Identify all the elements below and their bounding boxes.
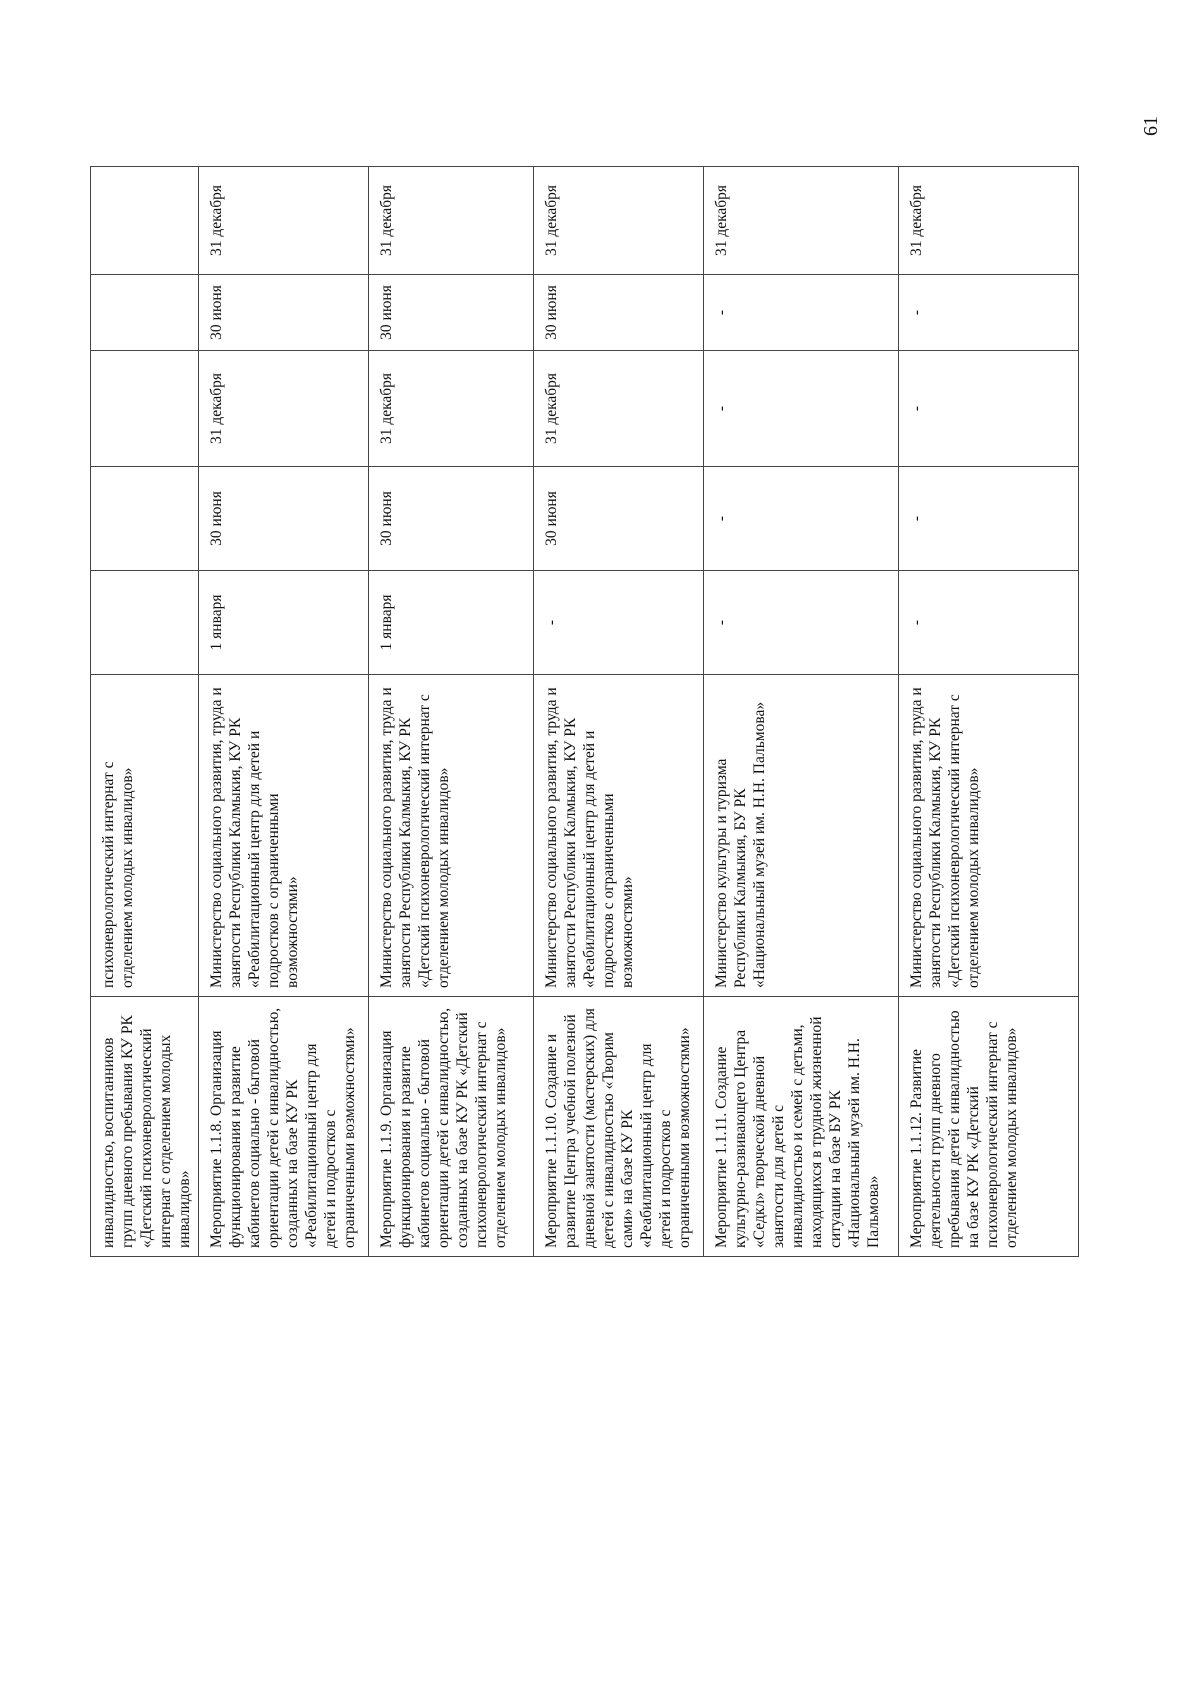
date-cell: 30 июня <box>199 275 369 351</box>
date-cell: - <box>704 571 899 675</box>
measure-cell: инвалидностью, воспитанников групп дневного пребывания КУ РК «Детский психоневрологический интернат с отделением молодых инвалидов» <box>91 997 199 1257</box>
measure-cell: Мероприятие 1.1.10. Создание и развитие Центра учебной полезной дневной занятости (мастерских) для детей с инвалидностью «Творим сами» на базе КУ РК «Реабилитационный центр для детей и подростков с ограниченными возможностями» <box>534 997 704 1257</box>
date-cell: - <box>704 351 899 467</box>
events-table <box>90 166 1079 1257</box>
executor-cell: Министерство социального развития, труда и занятости Республики Калмыкия, КУ РК «Детский психоневрологический интернат с отделением молодых инвалидов» <box>899 675 1079 997</box>
date-cell: - <box>899 467 1079 571</box>
date-cell: 31 декабря <box>199 351 369 467</box>
date-cell: 31 декабря <box>199 167 369 275</box>
executor-cell: Министерство социального развития, труда и занятости Республики Калмыкия, КУ РК «Детский психоневрологический интернат с отделением молодых инвалидов» <box>369 675 534 997</box>
date-cell: 31 декабря <box>369 351 534 467</box>
date-cell: 30 июня <box>369 467 534 571</box>
date-cell <box>91 571 199 675</box>
executor-cell: Министерство социального развития, труда и занятости Республики Калмыкия, КУ РК «Реабилитационный центр для детей и подростков с ограниченными возможностями» <box>534 675 704 997</box>
date-cell: - <box>534 571 704 675</box>
table-row <box>199 167 369 1257</box>
date-cell: 31 декабря <box>369 167 534 275</box>
date-cell: 31 декабря <box>899 167 1079 275</box>
measure-cell: Мероприятие 1.1.9. Организация функционирования и развитие кабинетов социально - бытовой ориентации детей с инвалидностью, созданных на базе КУ РК «Детский психоневрологический интернат с отделением молодых инвалидов» <box>369 997 534 1257</box>
date-cell: - <box>704 275 899 351</box>
measure-cell: Мероприятие 1.1.11. Создание культурно-развивающего Центра «Седкл» творческой дневной занятости для детей с инвалидностью и семей с детьми, находящихся в трудной жизненной ситуации на базе БУ РК «Национальный музей им. Н.Н. Пальмова» <box>704 997 899 1257</box>
table-row <box>704 167 899 1257</box>
page-number: 61 <box>1140 116 1162 136</box>
date-cell: - <box>899 351 1079 467</box>
measure-cell: Мероприятие 1.1.12. Развитие деятельности групп дневного пребывания детей с инвалидностью на базе КУ РК «Детский психоневрологический интернат с отделением молодых инвалидов» <box>899 997 1079 1257</box>
executor-cell: психоневрологический интернат с отделением молодых инвалидов» <box>91 675 199 997</box>
date-cell: 30 июня <box>199 467 369 571</box>
date-cell: 30 июня <box>534 467 704 571</box>
rotated-table-container <box>90 167 1070 1257</box>
date-cell: 31 декабря <box>534 167 704 275</box>
date-cell: - <box>899 571 1079 675</box>
date-cell <box>91 467 199 571</box>
measure-cell: Мероприятие 1.1.8. Организация функционирования и развитие кабинетов социально - бытовой ориентации детей с инвалидностью, созданных на базе КУ РК «Реабилитационный центр для детей и подростков с ограниченными возможностями» <box>199 997 369 1257</box>
date-cell <box>91 351 199 467</box>
date-cell: 1 января <box>369 571 534 675</box>
date-cell: 30 июня <box>534 275 704 351</box>
date-cell <box>91 167 199 275</box>
date-cell: 1 января <box>199 571 369 675</box>
table-row <box>899 167 1079 1257</box>
table-row <box>91 167 199 1257</box>
date-cell: - <box>899 275 1079 351</box>
table-row <box>534 167 704 1257</box>
executor-cell: Министерство культуры и туризма Республики Калмыкия, БУ РК «Национальный музей им. Н.Н. Пальмова» <box>704 675 899 997</box>
date-cell: 30 июня <box>369 275 534 351</box>
table-row <box>369 167 534 1257</box>
date-cell: - <box>704 467 899 571</box>
date-cell: 31 декабря <box>534 351 704 467</box>
executor-cell: Министерство социального развития, труда и занятости Республики Калмыкия, КУ РК «Реабилитационный центр для детей и подростков с ограниченными возможностями» <box>199 675 369 997</box>
date-cell: 31 декабря <box>704 167 899 275</box>
date-cell <box>91 275 199 351</box>
